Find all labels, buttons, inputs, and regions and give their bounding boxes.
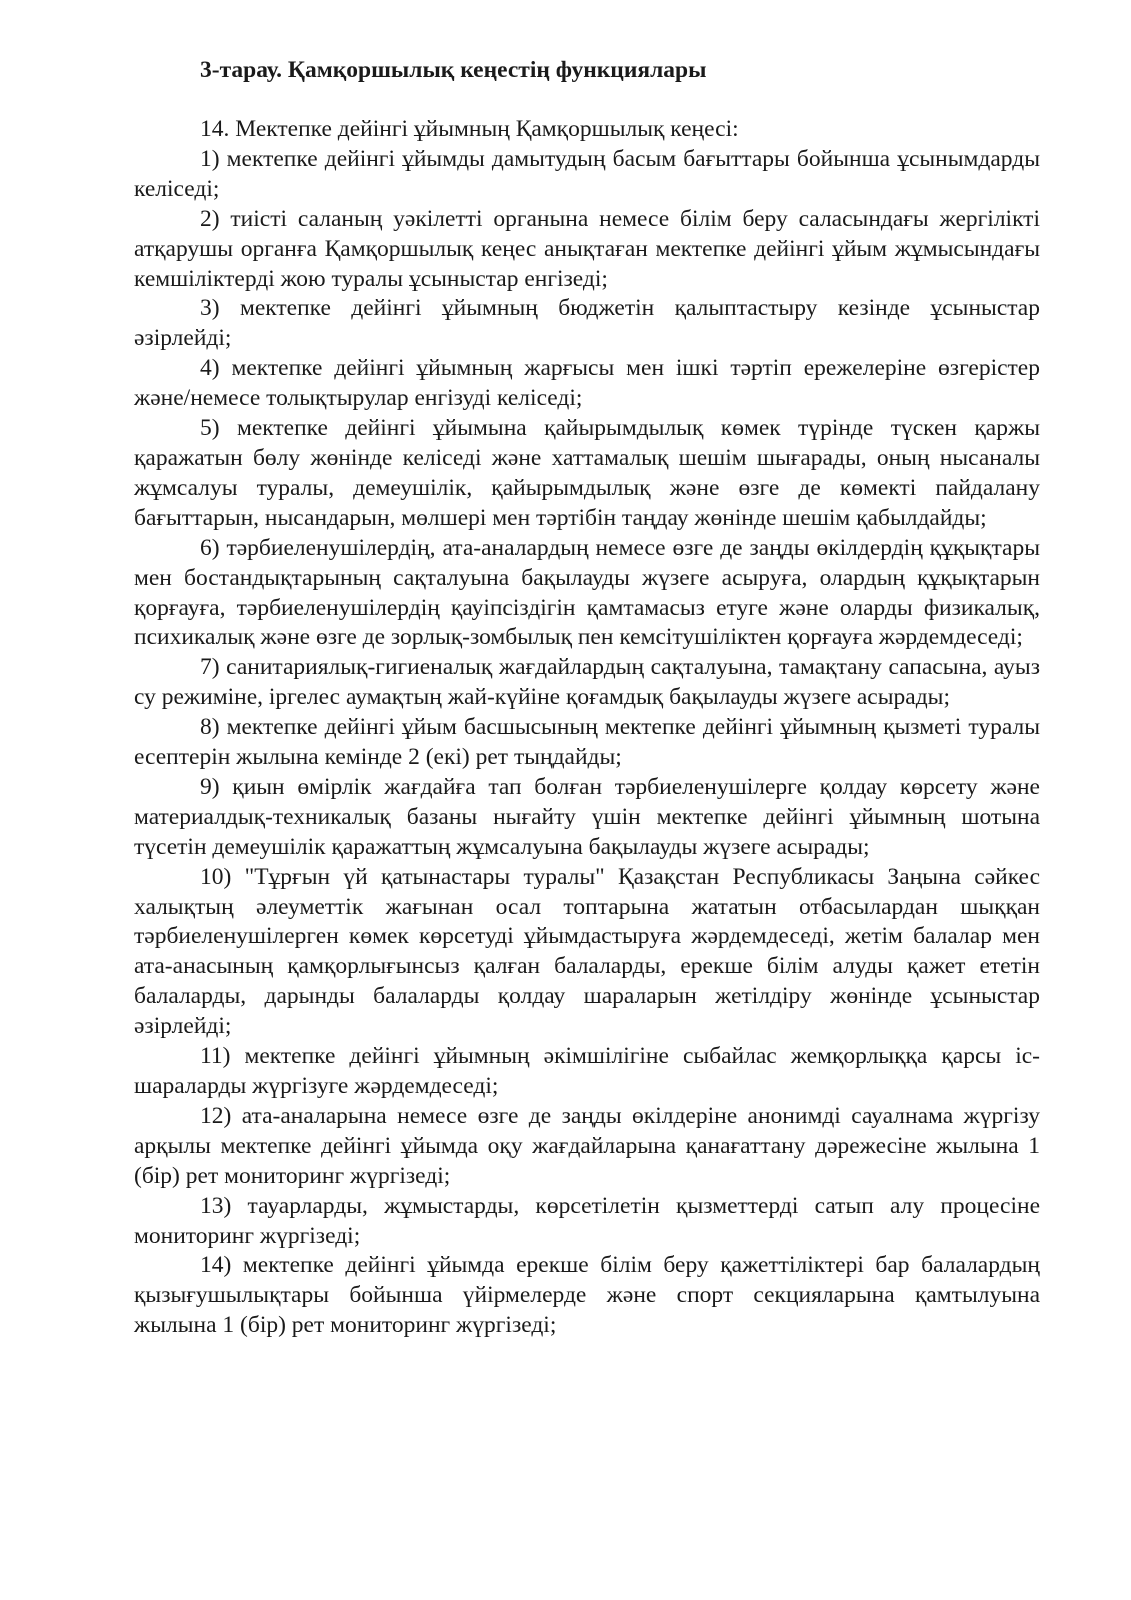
list-item-3: 3) мектепке дейінгі ұйымның бюджетін қалыптастыру кезінде ұсыныстар әзірлейді; (134, 295, 1040, 352)
list-item-2: 2) тиісті саланың уәкілетті органына немесе білім беру саласындағы жергілікті атқарушы органға Қамқоршылық кеңес анықтаған мектепке дейінгі ұйым жұмысындағы кемшіліктерді жою туралы ұсыныстар енгізеді; (134, 205, 1040, 292)
list-item-7: 7) санитариялық-гигиеналық жағдайлардың сақталуына, тамақтану сапасына, ауыз су режиміне, іргелес аумақтың жай-күйіне қоғамдық бақылауды жүзеге асырады; (134, 654, 1040, 711)
chapter-title: 3-тарау. Қамқоршылық кеңестің функциялары (200, 57, 707, 83)
paragraph-intro: 14. Мектепке дейінгі ұйымның Қамқоршылық кеңесі: (200, 116, 739, 142)
document-page (134, 55, 1040, 1341)
list-item-1: 1) мектепке дейінгі ұйымды дамытудың басым бағыттары бойынша ұсынымдарды келіседі; (134, 145, 1040, 202)
list-item-12: 12) ата-аналарына немесе өзге де заңды өкілдеріне анонимді сауалнама жүргізу арқылы мектепке дейінгі ұйымда оқу жағдайларына қанағаттану дәрежесіне жылына 1 (бір) рет мониторинг жүргізеді; (134, 1102, 1040, 1189)
list-item-9: 9) қиын өмірлік жағдайға тап болған тәрбиеленушілерге қолдау көрсету және материалдық-техникалық базаны нығайту үшін мектепке дейінгі ұйымның шотына түсетін демеушілік қаражаттың жұмсалуына бақылауды жүзеге асырады; (134, 773, 1040, 860)
list-item-4: 4) мектепке дейінгі ұйымның жарғысы мен ішкі тәртіп ережелеріне өзгерістер және/немесе толықтырулар енгізуді келіседі; (134, 355, 1040, 412)
list-item-6: 6) тәрбиеленушілердің, ата-аналардың немесе өзге де заңды өкілдердің құқықтары мен бостандықтарының сақталуына бақылауды жүзеге асыруға, олардың құқықтарын қорғауға, тәрбиеленушілердің қауіпсіздігін қамтамасыз етуге және оларды физикалық, психикалық және өзге де зорлық-зомбылық пен кемсітушіліктен қорғауға жәрдемдеседі; (134, 534, 1040, 651)
list-item-13: 13) тауарларды, жұмыстарды, көрсетілетін қызметтерді сатып алу процесіне мониторинг жүргізеді; (134, 1192, 1040, 1249)
list-item-10: 10) "Тұрғын үй қатынастары туралы" Қазақстан Республикасы Заңына сәйкес халықтың әлеуметтік жағынан осал топтарына жататын отбасылардан шыққан тәрбиеленушілерген көмек көрсетуді ұйымдастыруға жәрдемдеседі, жетім балалар мен ата-анасының қамқорлығынсыз қалған балаларды, ерекше білім алуды қажет ететін балаларды, дарынды балаларды қолдау шараларын жетілдіру жөнінде ұсыныстар әзірлейді; (134, 863, 1040, 1040)
list-item-14: 14) мектепке дейінгі ұйымда ерекше білім беру қажеттіліктері бар балалардың қызығушылықтары бойынша үйірмелерде және спорт секцияларына қамтылуына жылына 1 (бір) рет мониторинг жүргізеді; (134, 1252, 1040, 1339)
list-item-11: 11) мектепке дейінгі ұйымның әкімшілігіне сыбайлас жемқорлыққа қарсы іс-шараларды жүргізуге жәрдемдеседі; (134, 1043, 1040, 1099)
list-item-8: 8) мектепке дейінгі ұйым басшысының мектепке дейінгі ұйымның қызметі туралы есептерін жылына кемінде 2 (екі) рет тыңдайды; (134, 714, 1040, 771)
list-item-5: 5) мектепке дейінгі ұйымына қайырымдылық көмек түрінде түскен қаржы қаражатын бөлу жөнінде келіседі және хаттамалық шешім шығарады, оның нысаналы жұмсалуы туралы, демеушілік, қайырымдылық және өзге де көмекті пайдалану бағыттарын, нысандарын, мөлшері мен тәртібін таңдау жөнінде шешім қабылдайды; (134, 415, 1040, 531)
